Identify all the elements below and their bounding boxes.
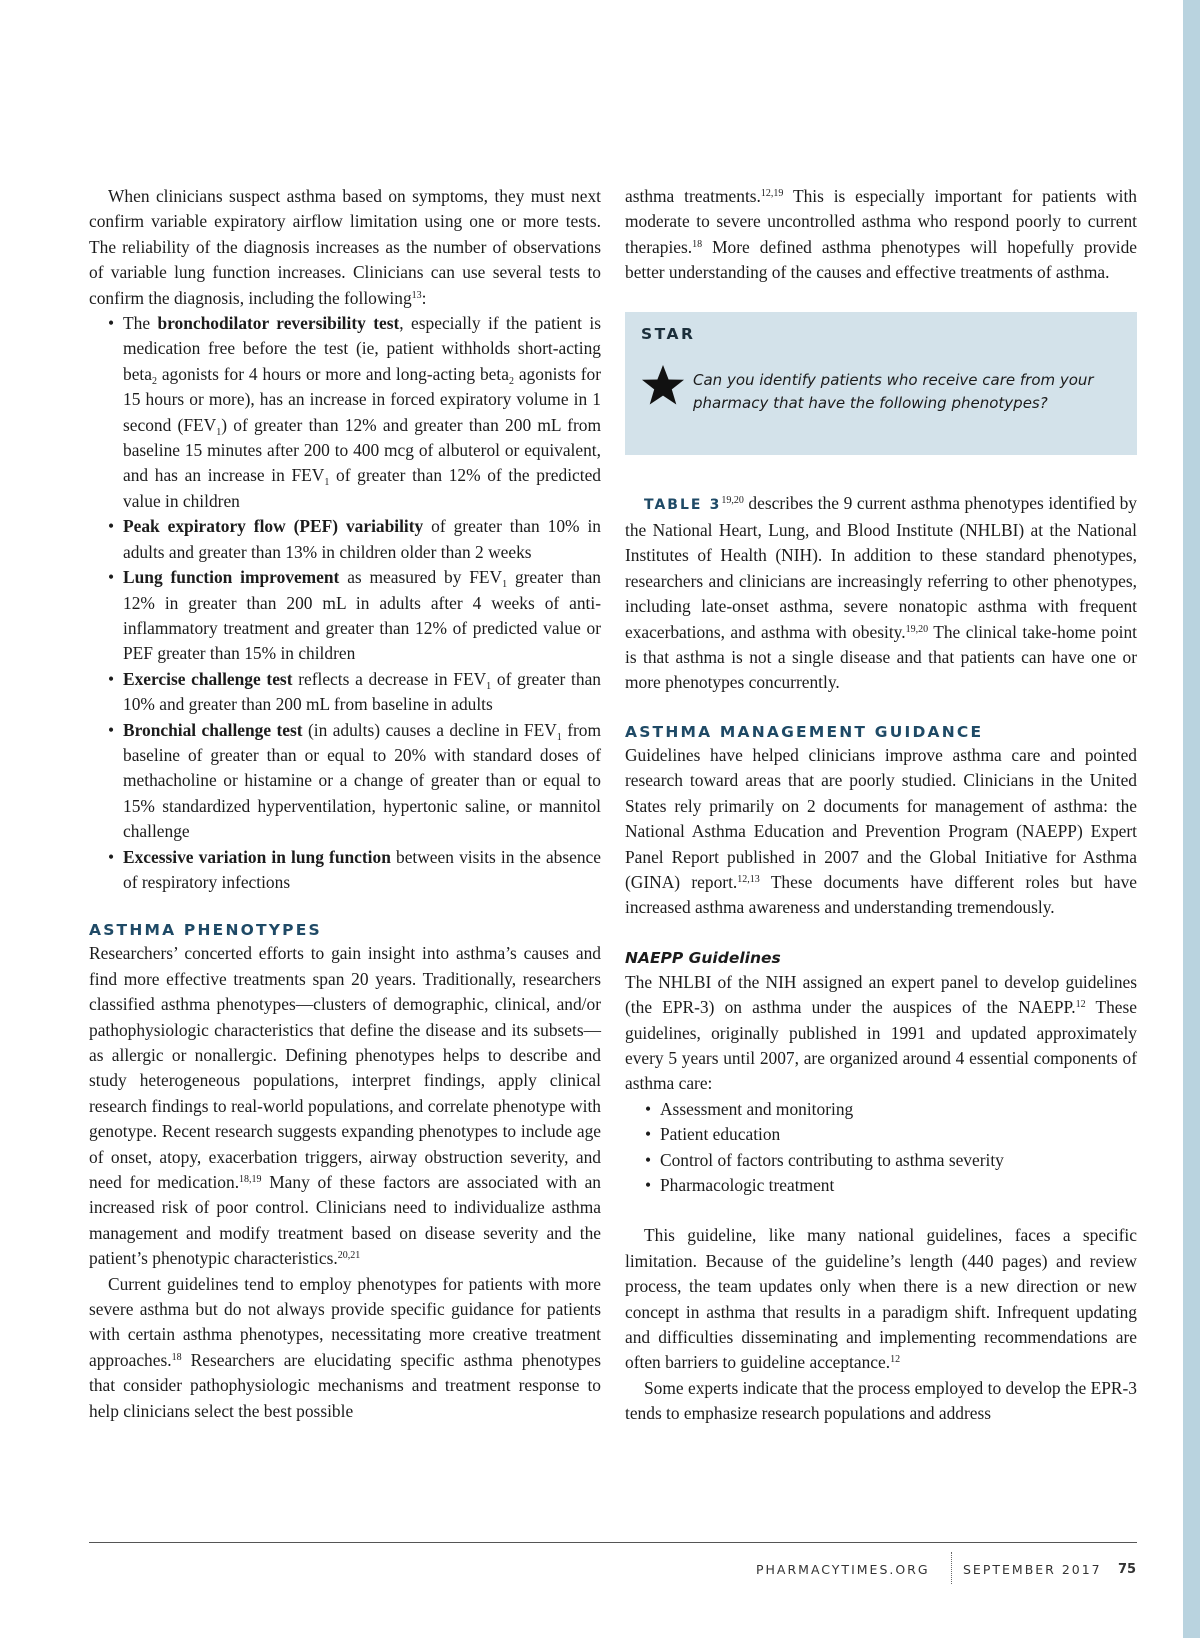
asthma-phenotypes-heading: ASTHMA PHENOTYPES	[89, 921, 322, 940]
essential-components-list	[625, 1097, 1137, 1199]
page-edge-bar	[1183, 0, 1200, 1638]
page-number: 75	[1118, 1562, 1137, 1577]
naepp-paragraph: The NHLBI of the NIH assigned an expert panel to develop guidelines (the EPR-3) on asthma under the auspices of the NAEPP.$^{12}$ These guidelines, originally published in 1991 and updated approximately every 5 years until 2007, are organized around 4 essential components of asthma care:	[625, 971, 1137, 1094]
list-item: • Patient education	[660, 1122, 1137, 1147]
list-item: • Excessive variation in lung function between visits in the absence of respiratory infections	[123, 845, 601, 896]
list-item: • Peak expiratory flow (PEF) variability of greater than 10% in adults and greater than 13% in children older than 2 weeks	[123, 514, 601, 565]
intro-paragraph: When clinicians suspect asthma based on symptoms, they must next confirm variable expiratory airflow limitation using one or more tests. The reliability of the diagnosis increases as the number of observations of variable lung function increases. Clinicians can use several tests to confirm the diagnosis, including the following$^{13}$:	[89, 186, 601, 308]
naepp-guidelines-heading: NAEPP Guidelines	[625, 948, 781, 967]
footer-website: PHARMACYTIMES.ORG	[756, 1562, 930, 1577]
list-item: • Exercise challenge test reflects a decrease in $FEV_1$ of greater than 10% and greater than 200 mL from baseline in adults	[123, 667, 601, 718]
asthma-management-heading: ASTHMA MANAGEMENT GUIDANCE	[625, 722, 984, 741]
star-icon	[641, 364, 685, 406]
table-3-reference: TABLE 3	[644, 496, 722, 513]
star-callout-box	[625, 312, 1137, 455]
footer-rule	[89, 1542, 1137, 1543]
diagnostic-test-list	[89, 311, 601, 895]
list-item: • Pharmacologic treatment	[660, 1173, 1137, 1198]
list-item: • The bronchodilator reversibility test, especially if the patient is medication free before the test (ie, patient withholds short-acting beta$_2$ agonists for 4 hours or more and long-acting beta$_2$ agonists for 15 hours or more), has an increase in forced expiratory volume in 1 second $(FEV_1)$ of greater than 12% and greater than 200 mL from baseline 15 minutes after 200 to 400 mcg of albuterol or equivalent, and has an increase in $FEV_1$ of greater than 12% of the predicted value in children	[123, 311, 601, 514]
list-item: • Assessment and monitoring	[660, 1097, 1137, 1122]
experts-paragraph: Some experts indicate that the process employed to develop the EPR-3 tends to emphasize research populations and address	[625, 1377, 1137, 1424]
star-callout-title: STAR	[641, 324, 696, 343]
footer-separator	[951, 1552, 952, 1584]
phenotypes-paragraph-1: Researchers’ concerted efforts to gain insight into asthma’s causes and find more effective treatments span 20 years. Traditionally, researchers classified asthma phenotypes—clusters of demographic, clinical, and/or pathophysiologic characteristics that define the disease and its subsets—as allergic or nonallergic. Defining phenotypes helps to describe and study heterogeneous populations, interpret findings, apply clinical research findings to real-world populations, and correlate phenotype with genotype. Recent research suggests expanding phenotypes to include age of onset, atopy, exacerbation triggers, airway obstruction severity, and need for medication.$^{18,19}$ Many of these factors are associated with an increased risk of poor control. Clinicians need to individualize asthma management and modify treatment based on disease severity and the patient’s phenotypic characteristics.$^{20,21}$	[89, 943, 601, 1269]
star-callout-text: Can you identify patients who receive care from your pharmacy that have the following phenotypes?	[693, 370, 1094, 412]
limitation-paragraph: This guideline, like many national guidelines, faces a specific limitation. Because of the guideline’s length (440 pages) and review process, the team updates only when there is a new direction or new concept in asthma that results in a paradigm shift. Infrequent updating and difficulties disseminating and implementing recommendations are often barriers to guideline acceptance.$^{12}$	[625, 1225, 1137, 1373]
footer-issue-date: SEPTEMBER 2017	[963, 1562, 1102, 1577]
continuation-paragraph: asthma treatments.$^{12,19}$ This is especially important for patients with moderate to severe uncontrolled asthma who respond poorly to current therapies.$^{18}$ More defined asthma phenotypes will hopefully provide better understanding of the causes and effective treatments of asthma.	[625, 186, 1138, 283]
left-column	[89, 184, 601, 1424]
list-item: • Bronchial challenge test (in adults) causes a decline in $FEV_1$ from baseline of greater than or equal to 20% with standard doses of methacholine or histamine or a change of greater than or equal to 15% standardized hyperventilation, hypertonic saline, or mannitol challenge	[123, 718, 601, 845]
right-column	[625, 184, 1137, 1427]
table3-paragraph: TABLE 3$^{19,20}$ describes the 9 current asthma phenotypes identified by the National Heart, Lung, and Blood Institute (NHLBI) at the National Institutes of Health (NIH). In addition to these standard phenotypes, researchers and clinicians are increasingly referring to other phenotypes, including late-onset asthma, severe nonatopic asthma with frequent exacerbations, and asthma with obesity.$^{19,20}$ The clinical take-home point is that asthma is not a single disease and that patients can have one or more phenotypes concurrently.	[625, 492, 1138, 693]
list-item: • Lung function improvement as measured by $FEV_1$ greater than 12% in greater than 200 mL in adults after 4 weeks of anti-inflammatory treatment and greater than 12% of predicted value or PEF greater than 15% in children	[123, 565, 601, 667]
list-item: • Control of factors contributing to asthma severity	[660, 1148, 1137, 1173]
management-paragraph: Guidelines have helped clinicians improve asthma care and pointed research toward areas that are poorly studied. Clinicians in the United States rely primarily on 2 documents for management of asthma: the National Asthma Education and Prevention Program (NAEPP) Expert Panel Report published in 2007 and the Global Initiative for Asthma (GINA) report.$^{12,13}$ These documents have different roles but have increased asthma awareness and understanding tremendously.	[625, 744, 1137, 918]
phenotypes-paragraph-2: Current guidelines tend to employ phenotypes for patients with more severe asthma but do not always provide specific guidance for patients with certain asthma phenotypes, necessitating more creative treatment approaches.$^{18}$ Researchers are elucidating specific asthma phenotypes that consider pathophysiologic mechanisms and treatment response to help clinicians select the best possible	[89, 1273, 601, 1421]
